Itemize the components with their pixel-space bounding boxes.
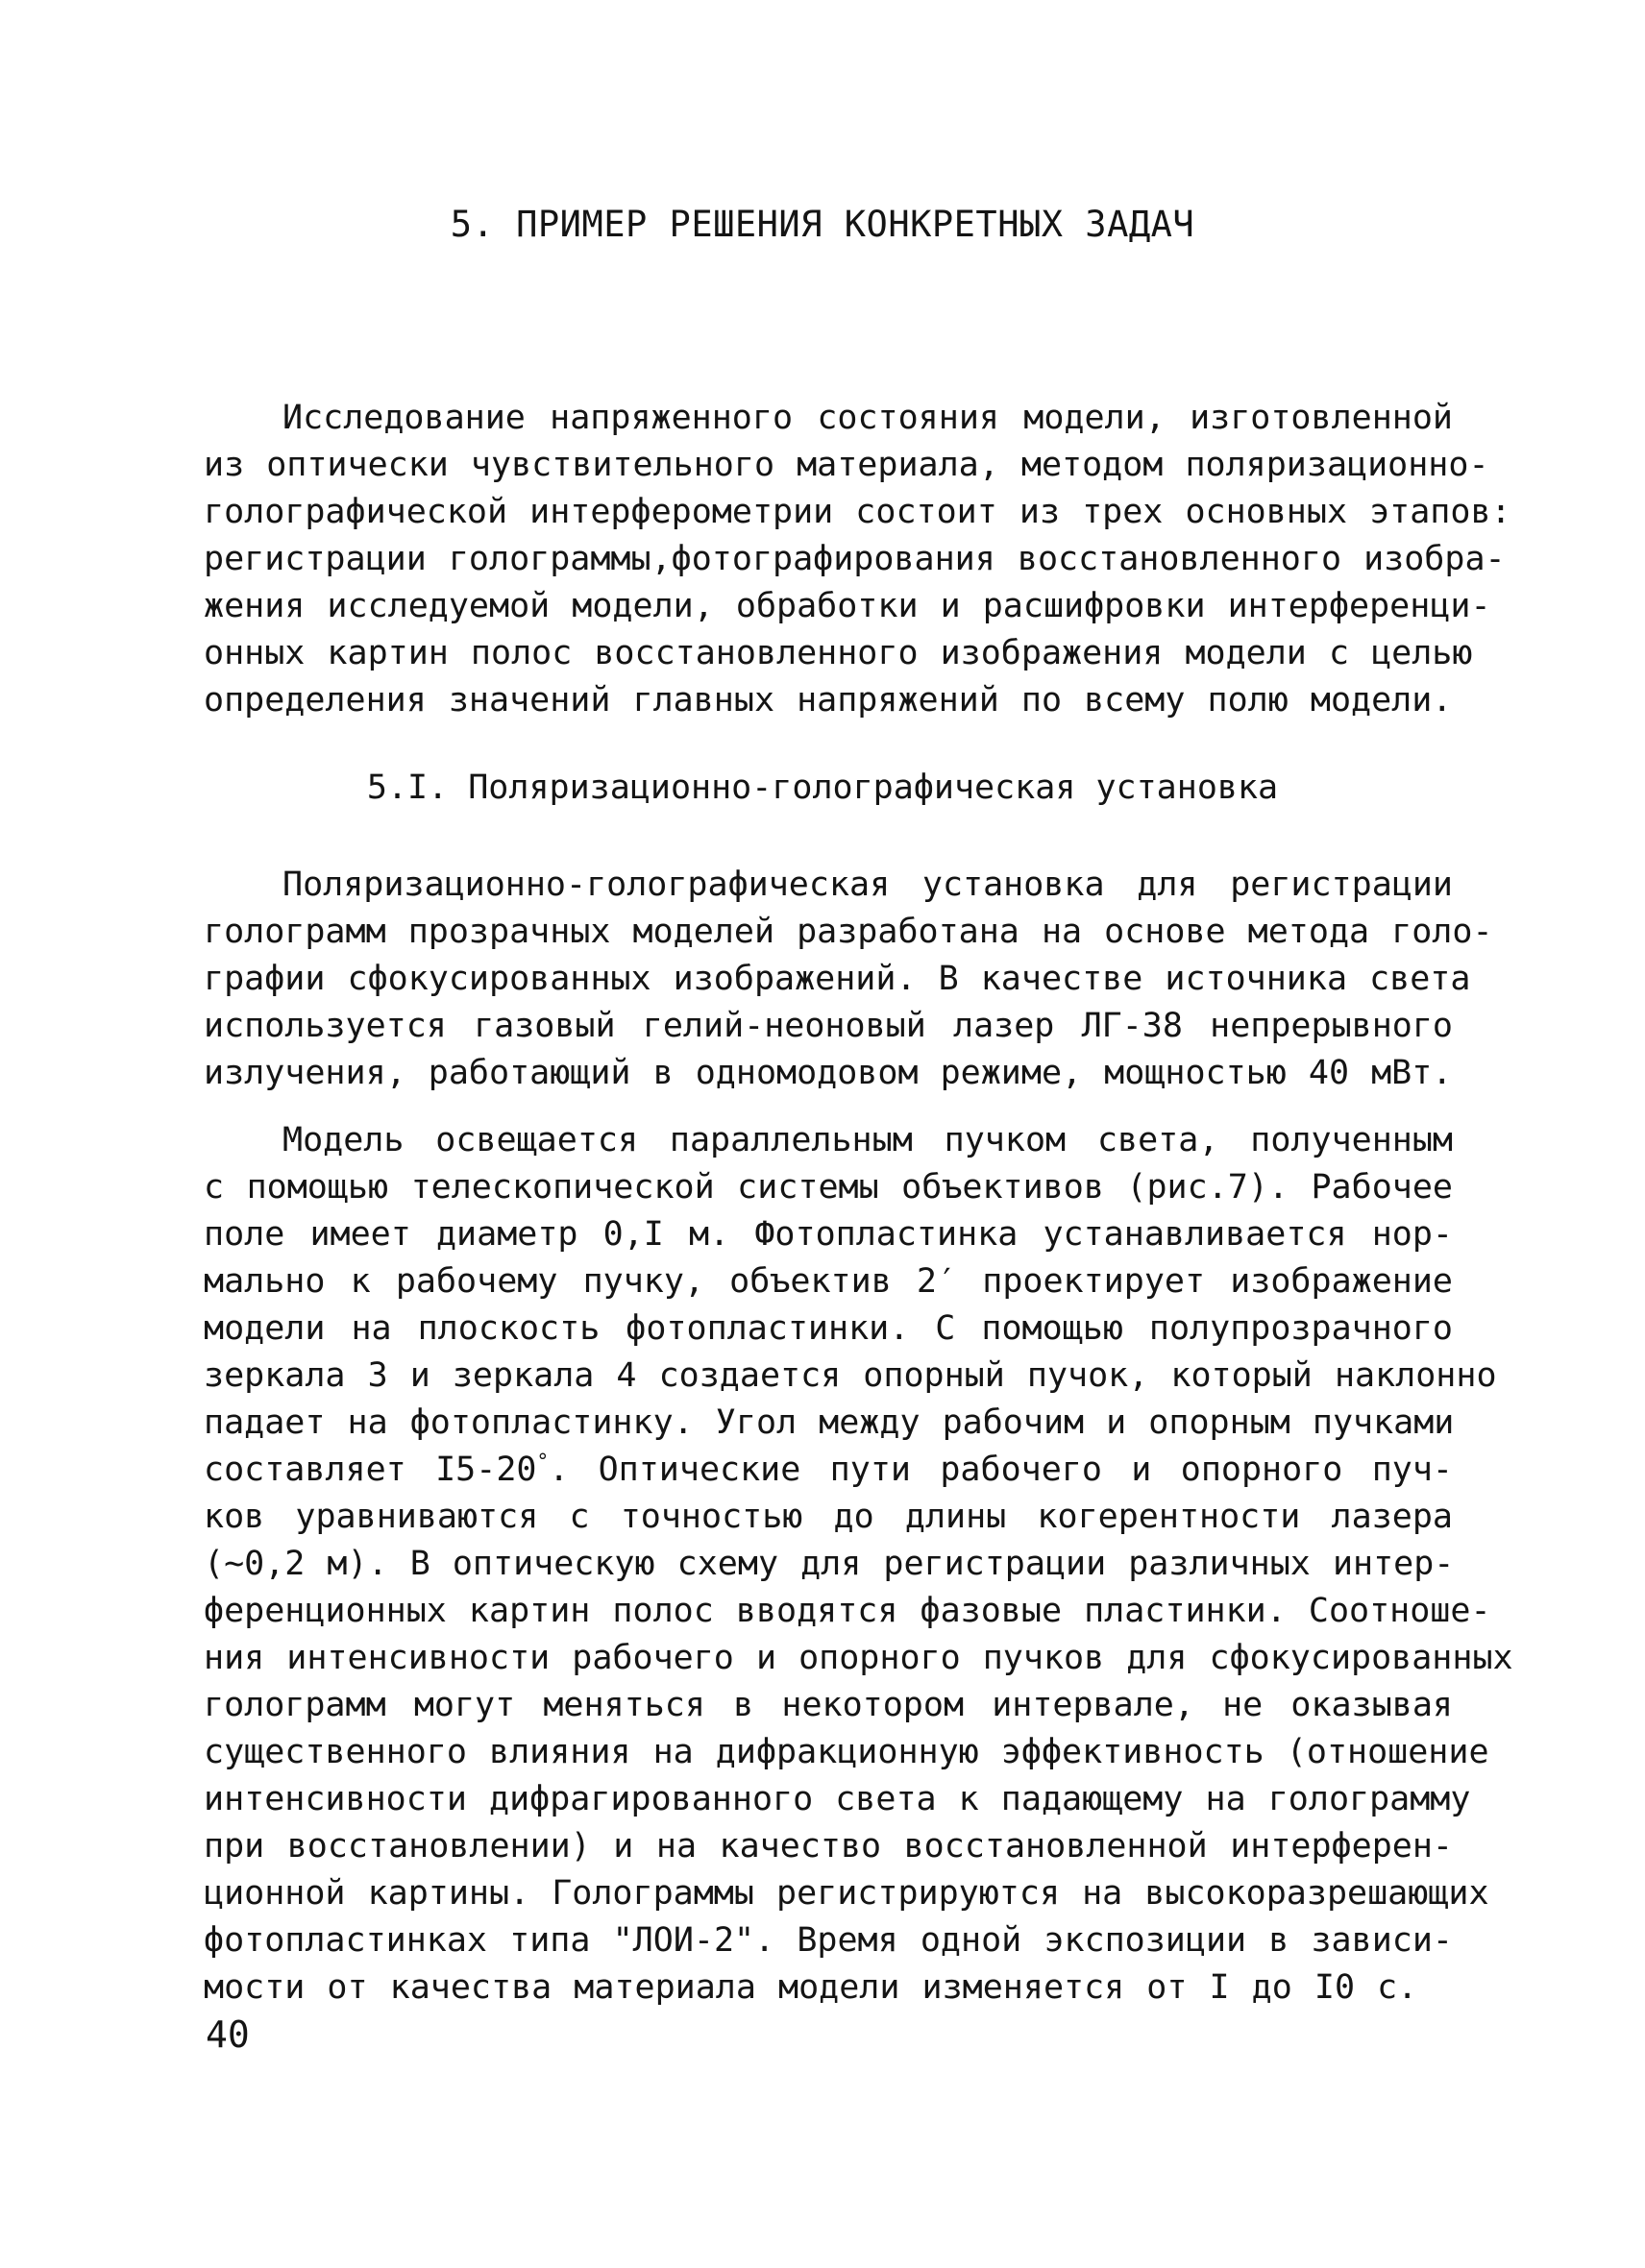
text-line: фотопластинках типа "ЛОИ-2". Время одной экспозиции в зависи- bbox=[204, 1921, 1453, 1960]
text-line: поле имеет диаметр 0,I м. Фотопластинка устанавливается нор- bbox=[204, 1215, 1453, 1254]
text-line: регистрации голограммы,фотографирования восстановленного изобра- bbox=[204, 540, 1506, 578]
text-line: голографической интерферометрии состоит из трех основных этапов: bbox=[204, 493, 1511, 531]
degree-sign: ° bbox=[536, 1450, 550, 1474]
angle-text-rest: . Оптические пути рабочего и опорного пуч- bbox=[549, 1451, 1454, 1489]
intro-paragraph bbox=[204, 395, 1511, 724]
angle-text: составляет I5-20 bbox=[204, 1451, 537, 1489]
text-line: модели на плоскость фотопластинки. С помощью полупрозрачного bbox=[204, 1309, 1453, 1348]
text-line: (~0,2 м). В оптическую схему для регистрации различных интер- bbox=[204, 1545, 1455, 1583]
text-line: падает на фотопластинку. Угол между рабочим и опорным пучками bbox=[204, 1403, 1455, 1442]
text-line: мости от качества материала модели изменяется от I до I0 с. bbox=[204, 1968, 1418, 2007]
text-line: с помощью телескопической системы объективов (рис.7). Рабочее bbox=[204, 1168, 1453, 1207]
text-line: излучения, работающий в одномодовом режиме, мощностью 40 мВт. bbox=[204, 1054, 1453, 1092]
text-line-with-degree bbox=[204, 1447, 1453, 1494]
section-title: 5. ПРИМЕР РЕШЕНИЯ КОНКРЕТНЫХ ЗАДАЧ bbox=[450, 204, 1195, 245]
text-line: Поляризационно-голографическая установка для регистрации bbox=[282, 866, 1453, 904]
setup-paragraph bbox=[204, 862, 1493, 1097]
text-line: жения исследуемой модели, обработки и расшифровки интерференци- bbox=[204, 587, 1491, 625]
page-number: 40 bbox=[206, 2013, 250, 2056]
text-line: ционной картины. Голограммы регистрируются на высокоразрешающих bbox=[204, 1874, 1489, 1913]
text-line: Модель освещается параллельным пучком света, полученным bbox=[282, 1121, 1453, 1159]
model-paragraph bbox=[204, 1117, 1513, 2012]
text-line: онных картин полос восстановленного изображения модели с целью bbox=[204, 634, 1473, 672]
text-line: интенсивности дифрагированного света к падающему на голограмму bbox=[204, 1780, 1471, 1818]
text-line: зеркала 3 и зеркала 4 создается опорный пучок, который наклонно bbox=[204, 1356, 1497, 1395]
text-line: используется газовый гелий-неоновый лазер ЛГ-38 непрерывного bbox=[204, 1007, 1453, 1045]
text-line: Исследование напряженного состояния модели, изготовленной bbox=[282, 399, 1453, 437]
text-line: ния интенсивности рабочего и опорного пучков для сфокусированных bbox=[204, 1639, 1513, 1677]
text-line: ков уравниваются с точностью до длины когерентности лазера bbox=[204, 1498, 1453, 1536]
subsection-title: 5.I. Поляризационно-голографическая установка bbox=[366, 768, 1279, 807]
text-line: существенного влияния на дифракционную эффективность (отношение bbox=[204, 1733, 1489, 1771]
text-line: голограмм могут меняться в некотором интервале, не оказывая bbox=[204, 1686, 1453, 1724]
text-line: мально к рабочему пучку, объектив 2′ проектирует изображение bbox=[204, 1262, 1453, 1301]
text-line: при восстановлении) и на качество восстановленной интерферен- bbox=[204, 1827, 1453, 1866]
text-line: графии сфокусированных изображений. В качестве источника света bbox=[204, 960, 1471, 998]
text-line: ференционных картин полос вводятся фазовые пластинки. Соотноше- bbox=[204, 1592, 1491, 1630]
text-line: определения значений главных напряжений по всему полю модели. bbox=[204, 681, 1453, 719]
text-line: из оптически чувствительного материала, методом поляризационно- bbox=[204, 446, 1489, 484]
text-line: голограмм прозрачных моделей разработана на основе метода голо- bbox=[204, 913, 1493, 951]
